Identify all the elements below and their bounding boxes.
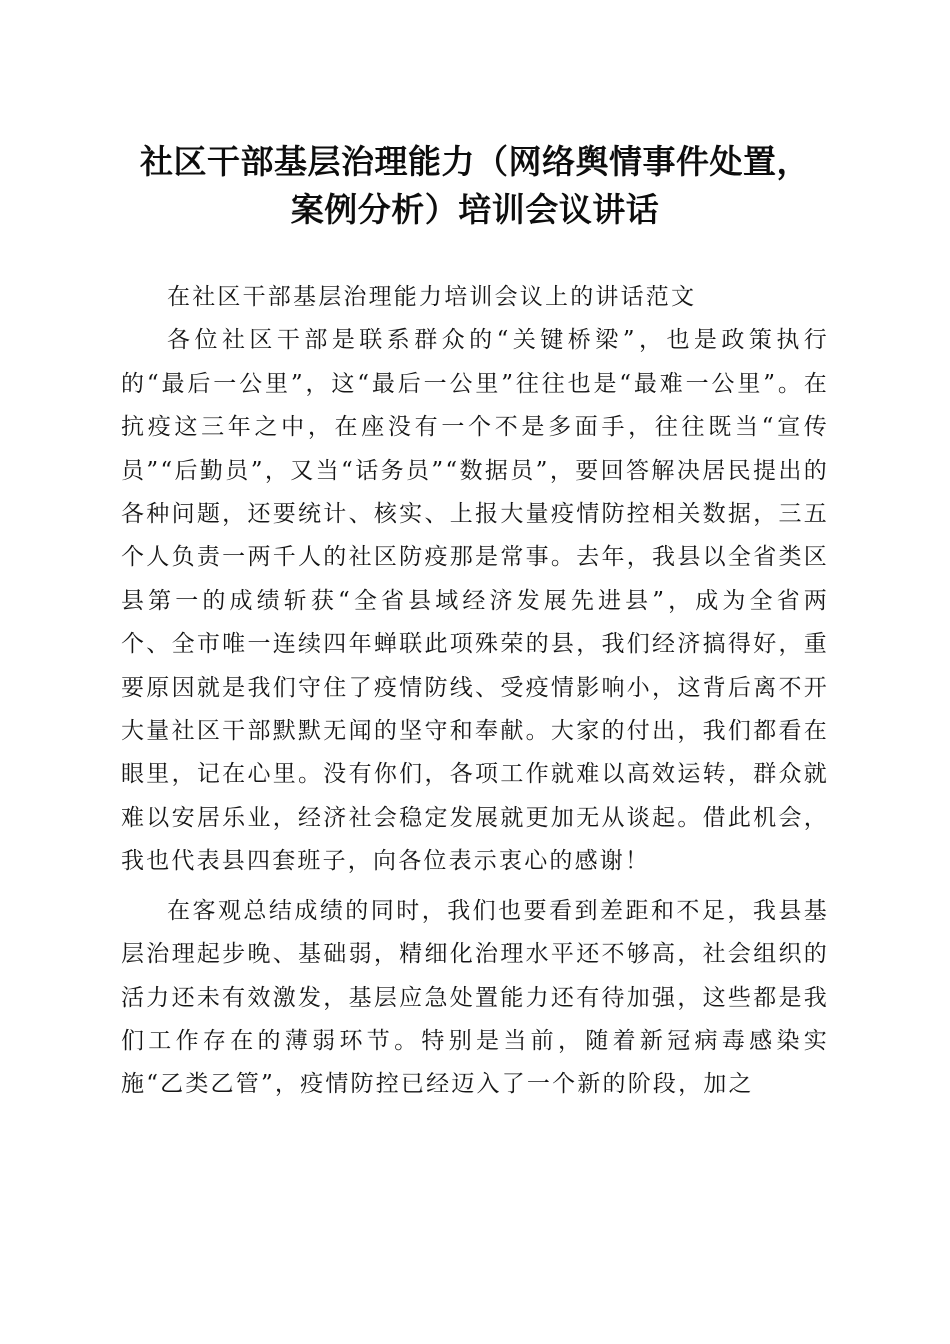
title-line-2: 案例分析）培训会议讲话 bbox=[290, 190, 660, 229]
title-line-1: 社区干部基层治理能力（网络舆情事件处置， bbox=[140, 142, 810, 181]
document-body bbox=[121, 276, 829, 1107]
speech-subtitle: 在社区干部基层治理能力培训会议上的讲话范文 bbox=[167, 284, 697, 310]
body-paragraph: 各位社区干部是联系群众的“关键桥梁”，也是政策执行的“最后一公里”，这“最后一公里”往往也是“最难一公里”。在抗疫这三年之中，在座没有一个不是多面手，往往既当“宣传员”“后勤员”，又当“话务员”“数据员”，要回答解决居民提出的各种问题，还要统计、核实、上报大量疫情防控相关数据，三五个人负责一两千人的社区防疫那是常事。去年，我县以全省类区县第一的成绩斩获“全省县域经济发展先进县”，成为全省两个、全市唯一连续四年蝉联此项殊荣的县，我们经济搞得好，重要原因就是我们守住了疫情防线、受疫情影响小，这背后离不开大量社区干部默默无闻的坚守和奉献。大家的付出，我们都看在眼里，记在心里。没有你们，各项工作就难以高效运转，群众就难以安居乐业，经济社会稳定发展就更加无从谈起。借此机会，我也代表县四套班子，向各位表示衷心的感谢！ bbox=[121, 327, 829, 875]
document-title bbox=[100, 138, 850, 234]
body-paragraph: 在客观总结成绩的同时，我们也要看到差距和不足，我县基层治理起步晚、基础弱，精细化治理水平还不够高，社会组织的活力还未有效激发，基层应急处置能力还有待加强，这些都是我们工作存在的薄弱环节。特别是当前，随着新冠病毒感染实施“乙类乙管”，疫情防控已经迈入了一个新的阶段，加之 bbox=[121, 897, 829, 1098]
